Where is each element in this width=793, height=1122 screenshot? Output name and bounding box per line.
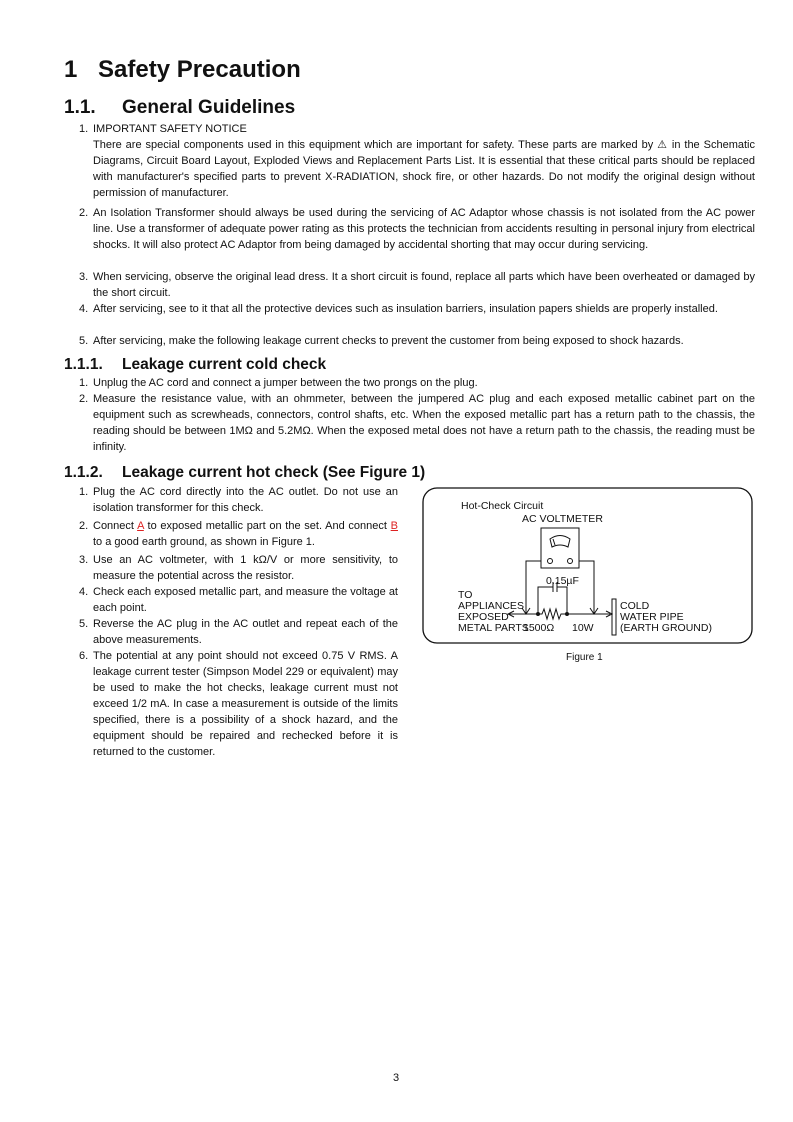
warning-triangle-icon: ⚠: [657, 139, 668, 151]
list-item: [79, 552, 398, 584]
heading-text: General Guidelines: [122, 97, 296, 118]
section-title: [64, 56, 301, 84]
item-number: 3.: [79, 271, 89, 283]
item-text: An Isolation Transformer should always be used during the servicing of AC Adaptor whose chassis is not isolated from the AC power line. Use a transformer of adequate power rating as this protects the technician from accidents resulting in personal injury from electrical shocks. It will also protect AC Adaptor from being damaged by accidental shorting that may occur during servicing.: [93, 207, 755, 251]
item-text: [79, 518, 398, 550]
item-text: Check each exposed metallic part, and measure the voltage at each point.: [93, 586, 398, 614]
text-part: There are special components used in this equipment which are important for safety. These parts are marked by: [93, 139, 654, 151]
item-text: Unplug the AC cord and connect a jumper between the two prongs on the plug.: [93, 377, 478, 389]
text-part: in the Schematic Diagrams, Circuit Board Layout, Exploded Views and Replacement Parts List. It is essential that these critical parts should be replaced with manufacturer's specified parts to prevent X-RADIATION, shock fire, or other hazards. Do not modify the original design without permission of manufacturer.: [93, 139, 755, 199]
hot-check-circuit-diagram: [422, 487, 754, 645]
label-line: METAL PARTS: [458, 622, 529, 634]
label-line: (EARTH GROUND): [620, 622, 712, 634]
point-a-label: A: [137, 520, 144, 532]
voltmeter-label: AC VOLTMETER: [522, 513, 603, 525]
section-title-text: Safety Precaution: [98, 56, 301, 83]
item-heading: IMPORTANT SAFETY NOTICE: [93, 123, 247, 135]
resistor-label: 1500Ω: [523, 622, 555, 634]
label-line: APPLIANCES: [458, 600, 524, 612]
subsection-heading: [64, 97, 295, 119]
item-number: 5.: [79, 618, 89, 630]
heading-number: 1.1.1.: [64, 356, 103, 373]
list-item: [79, 269, 755, 301]
item-number: 3.: [79, 554, 89, 566]
list-item: [79, 648, 398, 760]
list-item: [79, 584, 398, 616]
text-part: to a good earth ground, as shown in Figure 1.: [93, 536, 315, 548]
capacitor-label: 0.15µF: [546, 575, 579, 587]
heading-text: Leakage current hot check (See Figure 1): [122, 464, 426, 481]
figure-caption: Figure 1: [566, 652, 603, 663]
list-item: [79, 518, 398, 550]
label-line: TO: [458, 589, 473, 601]
page-number: 3: [393, 1072, 400, 1084]
item-text: When servicing, observe the original lead dress. It a short circuit is found, replace all parts which have been overheated or damaged by the short circuit.: [93, 271, 755, 299]
item-text: Reverse the AC plug in the AC outlet and repeat each of the above measurements.: [93, 618, 398, 646]
list-item: [79, 301, 755, 317]
item-text: Plug the AC cord directly into the AC outlet. Do not use an isolation transformer for this check.: [93, 486, 398, 514]
heading-number: 1.1.2.: [64, 464, 103, 481]
item-number: 1.: [79, 123, 89, 135]
item-text: [79, 137, 755, 201]
subsection-heading: [64, 356, 326, 374]
label-line: COLD: [620, 600, 650, 612]
list-item: [79, 121, 755, 201]
heading-number: 1.1.: [64, 97, 96, 118]
list-item: [79, 484, 398, 516]
item-number: 5.: [79, 335, 89, 347]
item-number: 2.: [79, 393, 89, 405]
item-number: 1.: [79, 377, 89, 389]
label-line: WATER PIPE: [620, 611, 684, 623]
item-text: After servicing, make the following leakage current checks to prevent the customer from being exposed to shock hazards.: [93, 335, 684, 347]
label-line: EXPOSED: [458, 611, 509, 623]
section-number: 1: [64, 56, 78, 83]
text-part: Connect: [93, 520, 138, 532]
item-text: After servicing, see to it that all the protective devices such as insulation barriers, insulation papers shields are properly installed.: [93, 303, 718, 315]
item-number: 4.: [79, 586, 89, 598]
subsection-heading: [64, 464, 425, 482]
list-item: [79, 616, 398, 648]
item-number: 2.: [79, 207, 89, 219]
item-number: 4.: [79, 303, 89, 315]
item-number: 2.: [79, 520, 89, 532]
list-item: [79, 375, 755, 391]
item-number: 6.: [79, 650, 89, 662]
wattage-label: 10W: [572, 622, 594, 634]
item-number: 1.: [79, 486, 89, 498]
point-b-label: B: [390, 520, 398, 532]
figure-title: Hot-Check Circuit: [461, 500, 544, 512]
list-item: [79, 391, 755, 455]
item-text: Use an AC voltmeter, with 1 kΩ/V or more sensitivity, to measure the potential across the resistor.: [93, 554, 398, 582]
text-part: to exposed metallic part on the set. And connect: [143, 520, 391, 532]
list-item: [79, 333, 755, 349]
item-text: Measure the resistance value, with an ohmmeter, between the jumpered AC plug and each exposed metallic cabinet part on the equipment such as screwheads, connectors, control shafts, etc. When the exposed metallic part has a return path to the chassis, the reading should be between 1MΩ and 5.2MΩ. When the exposed metal does not have a return path to the chassis, the reading must be infinity.: [93, 393, 755, 453]
junction-dot: [536, 612, 540, 616]
junction-dot: [565, 612, 569, 616]
heading-text: Leakage current cold check: [122, 356, 327, 373]
list-item: [79, 205, 755, 253]
item-text: The potential at any point should not exceed 0.75 V RMS. A leakage current tester (Simpson Model 229 or equivalent) may be used to make the hot checks, leakage current must not exceed 1/2 mA. In case a measurement is outside of the limits specified, there is a possibility of a shock hazard, and the equipment should be repaired and rechecked before it is returned to the customer.: [93, 650, 398, 758]
